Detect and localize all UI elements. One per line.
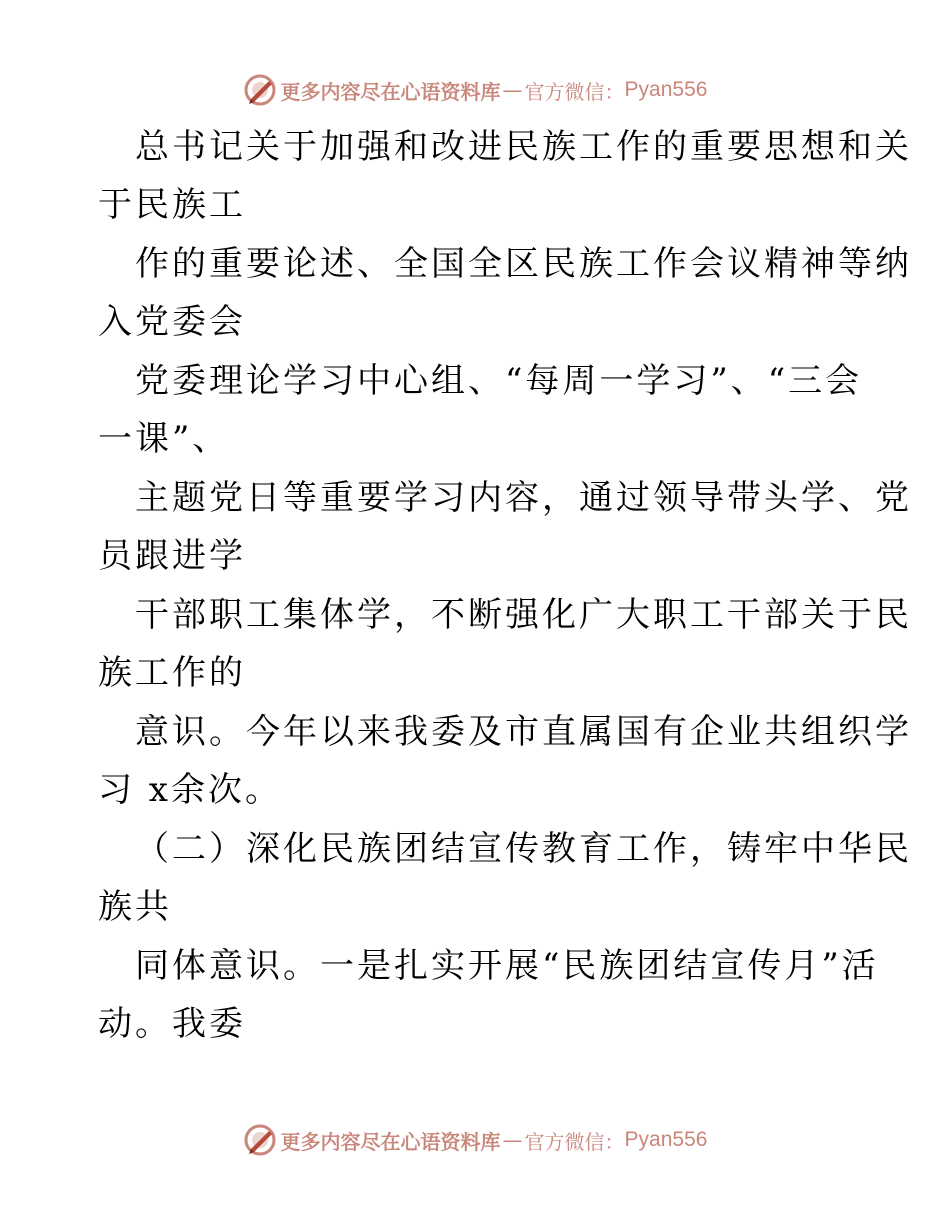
text-line: 意识。今年以来我委及市直属国有企业共组织学 — [135, 712, 912, 752]
text-line: 作的重要论述、全国全区民族工作会议精神等纳 — [135, 244, 912, 284]
text-line: 动。我委 — [98, 1004, 246, 1044]
text-line: 同体意识。一是扎实开展“民族团结宣传月”活 — [135, 946, 879, 986]
footer-id: Pyan556 — [624, 1128, 708, 1151]
text-line: 习 x余次。 — [98, 770, 282, 810]
header-sub: 官方微信： — [524, 79, 625, 104]
text-line: （二）深化民族团结宣传教育工作，铸牢中华民 — [135, 829, 912, 869]
text-line: 党委理论学习中心组、“每周一学习”、“三会 — [135, 361, 863, 401]
text-line: 于民族工 — [98, 185, 246, 225]
text-line: 员跟进学 — [98, 536, 246, 576]
text-line: 入党委会 — [98, 302, 246, 342]
footer-sub: 官方微信： — [524, 1129, 625, 1154]
footer-watermark — [0, 1120, 950, 1160]
text-line: 族工作的 — [98, 653, 246, 693]
footer-title: 更多内容尽在心语资料库 — [280, 1129, 501, 1154]
pen-circle-icon — [243, 73, 277, 107]
header-title: 更多内容尽在心语资料库 — [280, 79, 501, 104]
text-line: 族共 — [98, 887, 172, 927]
pen-circle-icon — [243, 1123, 277, 1157]
text-line: 总书记关于加强和改进民族工作的重要思想和关 — [135, 127, 912, 167]
header-dash: — — [502, 78, 523, 102]
text-line: 干部职工集体学，不断强化广大职工干部关于民 — [135, 595, 912, 635]
header-watermark — [0, 70, 950, 110]
text-line: 一课”、 — [98, 419, 230, 459]
footer-dash: — — [502, 1128, 523, 1152]
text-line: 主题党日等重要学习内容，通过领导带头学、党 — [135, 478, 912, 518]
header-id: Pyan556 — [624, 78, 708, 101]
